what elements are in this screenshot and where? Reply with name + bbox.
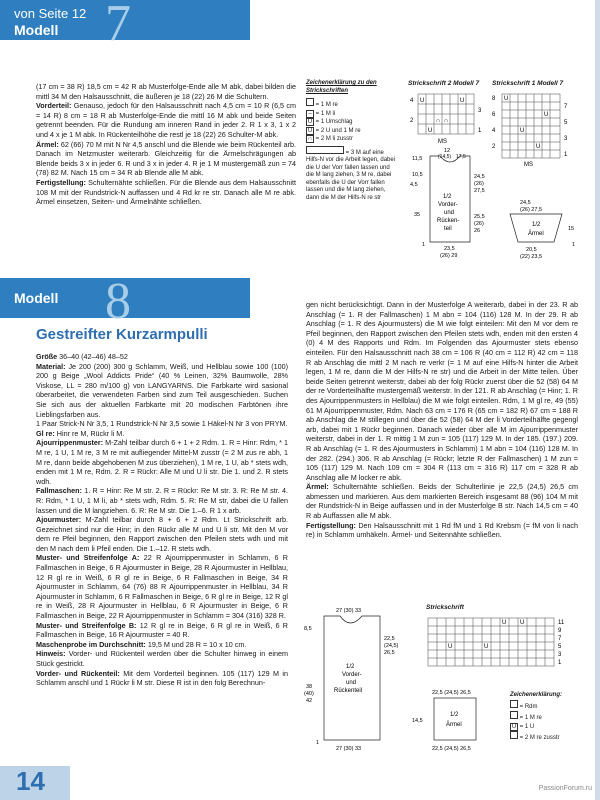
chart7b-title: Strickschrift 1 Modell 7	[492, 80, 564, 87]
sch8-m4: Rückenteil	[334, 688, 363, 694]
m8-mp-label: Maschenprobe im Durchschnitt:	[36, 639, 146, 649]
sch8-one: 1	[316, 740, 320, 746]
model8-col1	[36, 352, 288, 688]
model7-text	[36, 82, 296, 207]
schematic8-body	[300, 604, 412, 754]
chart7-icon-u: U	[460, 98, 465, 104]
m8-fert-label: Fertigstellung:	[306, 520, 356, 530]
sch8-s-mid1: 1/2	[450, 712, 459, 718]
m7-aermel: 62 (66) 70 M mit N Nr 4,5 anschl und die Blende wie beim Rückenteil arb. Danach im Netzmuster weiterarb. Gleichzeitig für die Ärmelschrägungen ab Blende beids 3 x in jeder 6. R und 3 x in jeder 4. R je 1 M mustergemäß zun = 74 (78) 82 M. Nach 15 cm = 34 R ab Blende alle M abk.	[36, 139, 297, 178]
m7-fert-label: Fertigstellung:	[36, 177, 86, 187]
sch7-left1: 11,5	[412, 156, 423, 162]
page-number: 14	[16, 766, 45, 796]
sch7-right3: 27,5	[474, 188, 485, 194]
sch7-left2: 10,5	[412, 172, 423, 178]
from-page-label: von Seite 12	[14, 6, 87, 21]
sch7-bottom: 23,5	[444, 246, 455, 252]
model8-header	[0, 273, 250, 330]
sch7-mid1: 1/2	[443, 194, 452, 200]
sch8-s-mid2: Ärmel	[446, 722, 462, 728]
m8-material: Je 200 (200) 300 g Schlamm, Weiß, und Hellblau sowie 100 (100) 200 g Beige „Wool Addicts Pride“ (40 % Leinen, 32% Baumwolle, 28% Viskose, LL = 280 m/100 g) von LANGYARNS. Die Farbkarte wird sasional überarbeitet, die verwendeten Farben sind zum Teil ausgeschieden. Suchen Sie sich aus der aktuellen Farbkarte mit 20 modischen Farbtönen ihre Lieblingsfarben aus.	[36, 361, 289, 419]
chart7-icon-u: U	[420, 98, 425, 104]
sch7-one: 1	[422, 242, 426, 248]
chart7b-row: 4	[492, 128, 496, 134]
m8-groesse-label: Größe	[36, 352, 58, 361]
sch8-m1: 1/2	[346, 664, 355, 670]
m8-vr-label: Vorder- und Rückenteil:	[36, 668, 120, 678]
model8-col2	[306, 300, 578, 540]
legend8-title: Zeichenerklärung:	[510, 692, 563, 698]
chart7b-ms: MS	[524, 162, 533, 168]
m8-ajour: M-Zahl teilbar durch 6 + 1 + 2 Rdm. 1. R = Hinr: Rdm, * 1 M re, 1 U, 1 M re, 3 M re mit aufliegender Mittel-M zusstr (= 2 M zus re abh, 1 M re, dann beide abgehobenen M zus überziehen), 1 M re, 1 U, ab * stets wdh, enden mit 1 M re, Rdm. 2. R = Rückr: Alle M und U li str. Die 1. und 2. R stets wdh.	[36, 438, 288, 486]
sch7-mid5: teil	[444, 226, 452, 232]
m8-gl: Hinr re M, Rückr li M.	[56, 428, 125, 438]
schematic7-sleeve	[500, 196, 590, 266]
chart8-icon-u: U	[448, 644, 453, 650]
m8-vr: Mit dem Vorderteil beginnen. 105 (117) 129 M in Schlamm anschl und 1 Rückr li M str. Diese R ist in den folg Berechnun-	[36, 668, 289, 688]
chart8-row: 1	[558, 660, 562, 666]
legend8	[510, 692, 590, 743]
m7-aermel-label: Ärmel:	[36, 139, 59, 149]
chart7-row-3: 3	[478, 108, 482, 114]
chart7-grid	[408, 90, 488, 146]
m8-ajourm-label: Ajourmuster:	[36, 515, 82, 525]
m8-aerm: Schulternähte schließen. Beids der Schulterlinie je 22,5 (24,5) 26,5 cm abmessen und markieren. Aus dem markierten Bereich insgesamt 88 (96) 104 M mit der Rundstrick-N in Beige auffassen und in der Musterfolge B str. Nach 14,5 cm = 40 R ab Auffassen alle M abk.	[306, 482, 578, 521]
sch8-bottom: 27 (30) 33	[336, 746, 362, 752]
sch7-mid2: Vorder-	[438, 202, 458, 208]
legend7-item: – = 1 M li	[306, 110, 398, 119]
sch7-sl-mid2: Ärmel	[528, 231, 544, 237]
m8-mp: 19,5 M und 28 R = 10 x 10 cm.	[147, 639, 247, 649]
sch8-l3: (40)	[304, 691, 314, 697]
chart7b-row: 1	[564, 152, 568, 158]
m7-fert: Schulternähte schließen. Für die Blende aus dem Halsausschnitt 108 M mit der Rundstrick-N auffassen und 4 Rd kr re str. Danach alle M re abk. Ärmel einsetzen, Seiten- und Ärmelnähte schließen.	[36, 177, 297, 207]
sch7-sl-mid1: 1/2	[532, 222, 541, 228]
sch7-right1: 24,5	[474, 174, 485, 180]
sch7-right2: (26)	[474, 181, 484, 187]
chart7b-icon-u: U	[536, 144, 541, 150]
m7-vorder-label: Vorderteil:	[36, 101, 72, 111]
m8-msfb: 12 R gl re in Beige, 6 R gl re in Weiß, 6 R Fallmaschen in Beige, 16 R Ajourmuster = 40 R.	[36, 620, 288, 640]
m8-fert: Den Halsausschnitt mit 1 Rd fM und 1 Rd Krebsm (= fM von li nach re) in Schlamm umhäkeln. Ärmel- und Seitennähte schließen.	[306, 520, 578, 540]
sch7-top: 12	[444, 148, 451, 154]
legend7-item: U = 2 U und 1 M re	[307, 127, 361, 134]
sch7-sl-top2: (26) 27,5	[520, 207, 543, 213]
m7-vorder: Genauso, jedoch für den Halsausschnitt nach 4,5 cm = 10 R (6,5 cm = 14 R) 8 cm = 18 R ab Musterfolge-Ende die mittl 16 M abk und beide Seiten getrennt beenden. Für die Rundung am inneren Rand in jeder 2. R 1 x 3, 1 x 2 und 4 x je 1 M abk. In Rückenteilhöhe die restl je 18 (22) 26 Schulter-M abk.	[36, 101, 296, 139]
m8-ajour-label: Ajourrippenmuster:	[36, 438, 104, 448]
chart7b-icon-u: U	[520, 128, 525, 134]
sch7-mid3: und	[444, 210, 455, 216]
sch8-l1: 8,5	[304, 626, 312, 632]
legend7-item: ∩ = 2 M li zusstr	[307, 136, 353, 142]
sch7-right5: (26)	[474, 221, 484, 227]
chart7-title: Strickschrift 2 Modell 7	[408, 80, 480, 87]
schematic7-body	[400, 146, 500, 266]
model-number: 8	[105, 273, 131, 330]
sch8-r2: (24,5)	[384, 643, 399, 649]
legend8-item: = 2 M re zusstr	[510, 731, 590, 743]
chart7b-row: 3	[564, 136, 568, 142]
sch7-sl-one: 1	[572, 242, 576, 248]
m8-fall-label: Fallmaschen:	[36, 486, 82, 496]
m8-gl-label: Gl re:	[36, 428, 55, 438]
chart7b-row: 6	[492, 112, 496, 118]
page-number-box	[0, 766, 70, 800]
m8-msfb-label: Muster- und Streifenfolge B:	[36, 620, 137, 630]
sch7-left3: 4,5	[410, 182, 418, 188]
sch7-right4: 25,5	[474, 214, 485, 220]
m8-nadeln: 1 Paar Strick-N Nr 3,5, 1 Rundstrick-N Nr 3,5 sowie 1 Häkel-N Nr 3 von PRYM.	[36, 419, 288, 429]
chart7b-row: 8	[492, 96, 496, 102]
chart7b-grid	[490, 90, 578, 168]
sch7-top3: 17,5	[456, 154, 466, 160]
legend7-item: U = 1 Umschlag	[307, 119, 353, 125]
sch8-l2: 38	[306, 684, 313, 690]
sch7-sl-bottom: 20,5	[526, 247, 537, 253]
m8-hin-label: Hinweis:	[36, 649, 66, 659]
chart7-ms: MS	[438, 139, 447, 145]
schematic8-sleeve	[410, 684, 500, 754]
sch8-s-top: 22,5 (24,5) 26,5	[432, 690, 471, 696]
chart7b-icon-u: U	[544, 112, 549, 118]
sch7-right6: 26	[474, 228, 481, 234]
chart8-row: 3	[558, 652, 562, 658]
chart7b-row: 5	[564, 120, 568, 126]
model-label: Modell	[14, 22, 59, 38]
sch8-top: 27 (30) 33	[336, 608, 362, 614]
chart8-icon-u: U	[502, 620, 507, 626]
chart7b-row: 2	[492, 144, 496, 150]
chart7-icon-u: U	[428, 128, 433, 134]
sch8-r1: 22,5	[384, 636, 395, 642]
sch7-left4: 35	[414, 212, 421, 218]
m8-material-label: Material:	[36, 361, 66, 371]
model8-title: Gestreifter Kurzarmpulli	[36, 326, 208, 343]
footer-watermark: PassionForum.ru	[538, 785, 592, 792]
m8-fall: 1. R = Hinr: Re M str. 2. R = Rückr: Re M str. 3. R: Re M str. 4. R: Rdm, * 1 U, 1 M li, ab * stets wdh, Rdm. 5. R: Re M str, dabei die U fallen lassen und die M langziehen. 6. R: Re M str. Die 1.–6. R 1 x arb.	[36, 486, 288, 515]
chart8-icon-u: U	[484, 644, 489, 650]
m8-col2-text: gen nicht berücksichtigt. Dann in der Musterfolge A weiterarb, dabei in der 23. R ab Anschlag (= 1. R der Fallmaschen) 1 M abn = 104 (116) 128 M. In der 29. R ab Anschlag (= 1. R des Ajourmusters) die M wie folgt einteilen: Mit den M vor dem re Pfeil beginnen, den Rapport zwischen den Pfeilen stets wdh, enden mit den ersten 4 (0) 4 M des Rapports und Rdm. Im Folgenden das Ajourmuster stets ebenso einteilen. Für den Halsausschnitt nach 38 cm = 106 R (40 cm = 112 R) 42 cm = 118 R ab Anschlag die mittl 2 M nach re verkr (= 1 M auf eine Hilfs-N hinter die Arbeit legen, 1 M re, dann die M der Hilfs-N re str) und die Arbeit in der Mitte teilen. Über beide Seiten getrennt weiterstr, dabei ab der folg Rückr zuerst über die 52 (58) 64 M der re Vorderteilhälfte mustergemäß weiterstr. In der 121. R ab Anschlag (= Hinr; 1. R des Ajourrippenmusters in Hellblau) die M wie folgt einteilen. Rdm, 1 M gl re, 49 (55) 61 M Ajourrippenmuster, Rdm. Nach 63 cm = 176 R (65 cm = 182 R) 67 cm = 188 R ab Anschlag die M stillegen und über die 52 (58) 64 M der li Vorderteilhälfte gegengl arb, dabei mit 1 Rückr beginnen. Danach wieder über alle M im Ajourrippenmuster weiterstr, dabei in der 1. R mittig 1 M zun = 105 (117) 129 M. In der 185. (197.) 209. R ab Anschlag (= 1. R des Ajourmusters in Schlamm) 1 M abn = 104 (116) 128 M. In der 282. (294.) 306. R ab Anschlag (= Rückr; letzte R der Fallmaschen) 1 M zun = 105 (117) 129 M. Nach 109 cm = 304 R (113 cm = 316 R) 117 cm = 328 R ab Anschlag alle M locker re abk.	[306, 300, 578, 482]
chart8-row: 5	[558, 644, 562, 650]
chart8-title: Strickschrift	[426, 604, 464, 611]
chart7-row-4: 4	[410, 98, 414, 104]
legend7	[306, 80, 398, 202]
chart7-icon-cross: ∩	[436, 118, 441, 124]
model-label: Modell	[14, 290, 59, 306]
side-strip	[595, 0, 600, 800]
sch8-r3: 26,5	[384, 650, 395, 656]
model7-header	[0, 0, 250, 52]
sch8-m2: Vorder-	[342, 672, 362, 678]
chart8-icon-u: U	[520, 620, 525, 626]
sch8-s-left: 14,5	[412, 718, 423, 724]
model-number: 7	[105, 0, 131, 52]
chart8-row: 7	[558, 636, 562, 642]
chart8-row: 9	[558, 628, 562, 634]
sch7-bottom2: (26) 29	[440, 253, 458, 259]
m8-ajourm: M-Zahl teilbar durch 8 + 6 + 2 Rdm. Lt Strickschrift arb. Gezeichnet sind nur die Hinr; in den Rückr alle M und U li str. Mit den M vor dem re Pfeil beginnen, den Rapport zwischen den Pfeilen stets wdh und mit den M nach dem li Pfeil enden. Die 1.–12. R stets wdh.	[36, 515, 289, 553]
sch7-sl-bottom2: (22) 23,5	[520, 254, 543, 260]
m8-msfa: 22 R Ajourrippenmuster in Schlamm, 6 R Fallmaschen in Beige, 6 R Ajourmuster in Beige, 28 R Ajourmuster in Hellblau, 12 R gl re in Weiß, 6 R gl re in Beige, 6 R Fallmaschen in Beige, 34 R Ajourmuster in Schlamm, 64 (76) 88 R Ajourrippenmuster in Hellblau, 34 R Ajourmuster in Schlamm, 6 R Fallmaschen in Beige, 6 R gl re in Beige, 12 R gl re in Weiß, 28 R Ajourmuster in Hellblau, 6 R Ajourmuster in Beige, 6 R Fallmaschen in Beige, 22 R Ajourrippenmuster in Schlamm = 304 (316) 328 R.	[36, 553, 288, 621]
sch8-s-bottom: 22,5 (24,5) 26,5	[432, 746, 471, 752]
chart7-row-2: 2	[410, 118, 414, 124]
legend7-item: = 1 M re	[306, 98, 398, 110]
legend7-item-long: = 3 M auf eine Hilfs-N vor die Arbeit legen, dabei die U der Vorr fallen lassen und die M lang ziehen, 3 M re, dabei ebenfalls die U der Vorr fallen lassen und die M lang ziehen, dann die M der Hilfs-N re str	[306, 146, 398, 203]
m8-aerm-label: Ärmel:	[306, 482, 329, 492]
chart8-row: 11	[558, 620, 565, 626]
chart8-grid	[424, 614, 574, 674]
chart7b-row: 7	[564, 104, 568, 110]
sch7-top2: (14,5)	[438, 154, 452, 160]
sch8-m3: und	[346, 680, 357, 686]
legend8-item: U = 1 U	[511, 723, 535, 730]
m8-groesse: 36–40 (42–46) 48–52	[59, 352, 128, 361]
legend7-title: Zeichenerklärung zu den Strickschriften	[306, 80, 377, 94]
sch8-l4: 42	[306, 698, 313, 704]
sch7-mid4: Rücken-	[437, 218, 460, 224]
legend8-item: = Rdm	[510, 700, 590, 712]
m8-msfa-label: Muster- und Streifenfolge A:	[36, 553, 140, 563]
sch7-sl-right: 15	[568, 226, 575, 232]
chart7b-icon-u: U	[504, 96, 509, 102]
sch7-sl-top: 24,5	[520, 200, 531, 206]
chart7-icon-cross: ∩	[444, 118, 449, 124]
m8-hin: Vorder- und Rückenteil werden über die Schulter hinweg in einem Stück gestrickt.	[36, 649, 288, 668]
chart7-row-1: 1	[478, 128, 482, 134]
m7-intro: (17 cm = 38 R) 18,5 cm = 42 R ab Musterfolge-Ende alle M abk, dabei bilden die mittl 34 M den Halsausschnitt, die äußeren je 18 (22) 26 M die Schultern.	[36, 82, 296, 101]
legend8-item: = 1 M re	[510, 711, 590, 723]
